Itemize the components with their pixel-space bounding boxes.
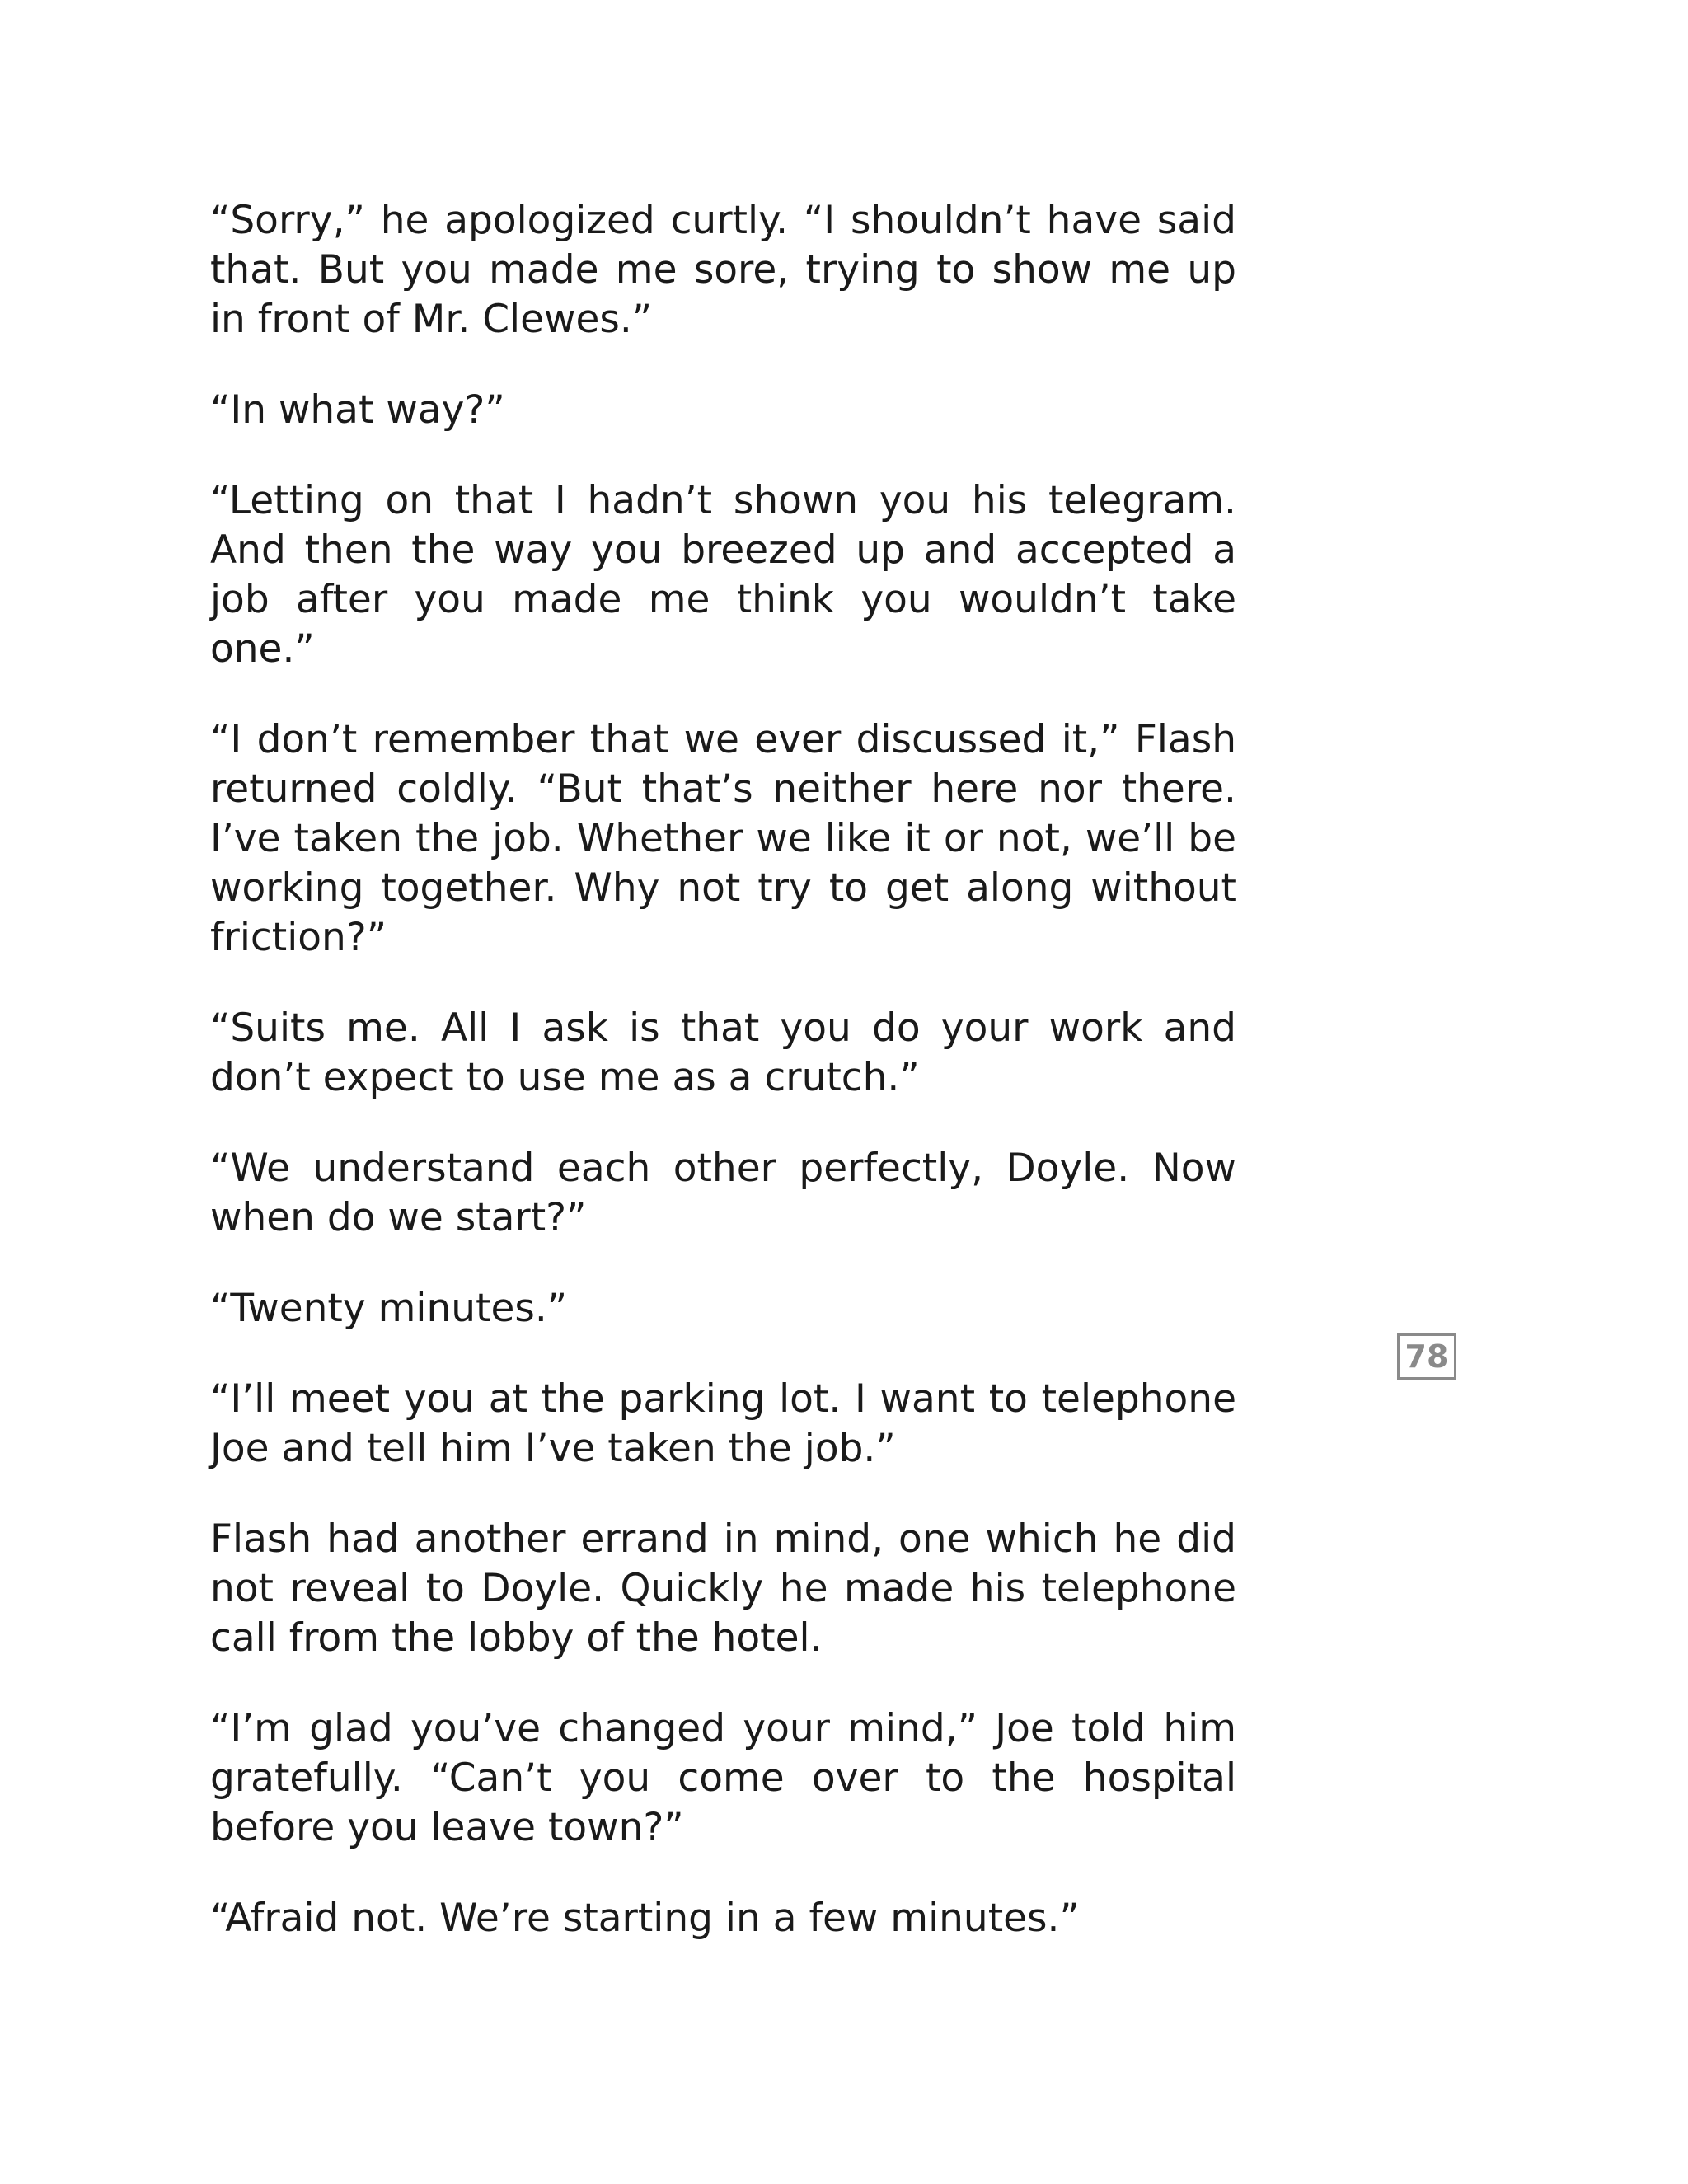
paragraph: “I don’t remember that we ever discussed it,” Flash returned coldly. “But that’s neither here nor there. I’ve taken the job. Whether we like it or not, we’ll be working together. Why not try to get along without friction?” (210, 717, 1236, 960)
page-number: 78 (1397, 1333, 1456, 1380)
paragraph: “In what way?” (210, 387, 505, 433)
paragraph: “I’m glad you’ve changed your mind,” Joe told him gratefully. “Can’t you come over to the hospital before you leave town?” (210, 1706, 1236, 1850)
paragraph: “I’ll meet you at the parking lot. I want to telephone Joe and tell him I’ve taken the job.” (210, 1376, 1236, 1471)
paragraph: “We understand each other perfectly, Doyle. Now when do we start?” (210, 1146, 1236, 1240)
paragraph: “Twenty minutes.” (210, 1286, 568, 1331)
paragraph: “Sorry,” he apologized curtly. “I shouldn’t have said that. But you made me sore, trying to show me up in front of Mr. Clewes.” (210, 198, 1236, 342)
body-text (210, 196, 1236, 1985)
paragraph: “Letting on that I hadn’t shown you his telegram. And then the way you breezed up and accepted a job after you made me think you wouldn’t take one.” (210, 478, 1236, 672)
paragraph: “Afraid not. We’re starting in a few minutes.” (210, 1896, 1080, 1941)
paragraph: “Suits me. All I ask is that you do your work and don’t expect to use me as a crutch.” (210, 1005, 1236, 1100)
paragraph: Flash had another errand in mind, one which he did not reveal to Doyle. Quickly he made his telephone call from the lobby of the hotel. (210, 1516, 1236, 1661)
